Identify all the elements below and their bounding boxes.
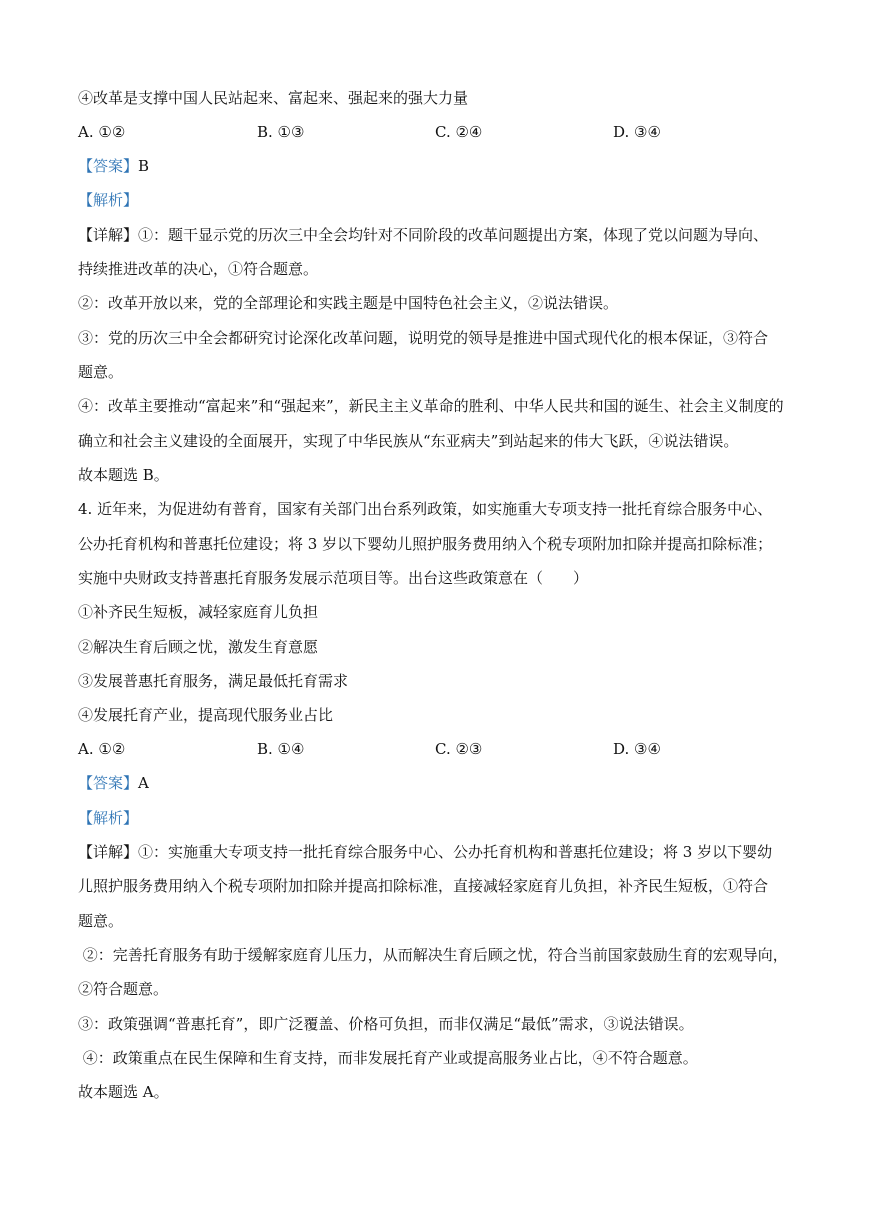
detail-tag: 【详解】 xyxy=(78,226,139,244)
q4-conclusion: 故本题选 A。 xyxy=(78,1083,169,1101)
analysis-tag: 【解析】 xyxy=(78,191,139,209)
q3-detail-line-2: 持续推进改革的决心，①符合题意。 xyxy=(78,260,319,278)
answer-value: A xyxy=(138,774,149,792)
q3-detail-line-5: 题意。 xyxy=(78,363,124,381)
q4-option-b[interactable]: B. ①④ xyxy=(257,740,305,758)
q4-option-c[interactable]: C. ②③ xyxy=(435,740,483,758)
q4-detail-line-6: ③：政策强调“普惠托育”，即广泛覆盖、价格可负担，而非仅满足“最低”需求，③说法错误。 xyxy=(78,1015,694,1033)
q3-conclusion: 故本题选 B。 xyxy=(78,466,169,484)
q3-analysis-heading xyxy=(78,190,138,210)
q4-statement-2: ②解决生育后顾之忧，激发生育意愿 xyxy=(78,638,319,656)
q3-detail-text: ①：题干显示党的历次三中全会均针对不同阶段的改革问题提出方案，体现了党以问题为导向、 xyxy=(138,226,769,244)
q3-detail-line-7: 确立和社会主义建设的全面展开，实现了中华民族从“东亚病夫”到站起来的伟大飞跃，④说法错误。 xyxy=(78,432,739,450)
q4-statement-1: ①补齐民生短板，减轻家庭育儿负担 xyxy=(78,603,319,621)
q3-detail-line-3: ②：改革开放以来，党的全部理论和实践主题是中国特色社会主义，②说法错误。 xyxy=(78,294,619,312)
detail-tag: 【详解】 xyxy=(78,843,139,861)
q4-detail-line-5: ②符合题意。 xyxy=(78,980,169,998)
q4-detail-line-3: 题意。 xyxy=(78,912,124,930)
answer-value: B xyxy=(138,157,150,175)
q4-detail-line-1 xyxy=(78,842,772,862)
q4-stem-line-2: 公办托育机构和普惠托位建设；将 3 岁以下婴幼儿照护服务费用纳入个税专项附加扣除并提高扣除标准； xyxy=(78,535,773,553)
q4-stem-line-1: 4. 近年来，为促进幼有普育，国家有关部门出台系列政策，如实施重大专项支持一批托育综合服务中心、 xyxy=(78,500,773,518)
q3-option-a[interactable]: A. ①② xyxy=(78,123,126,141)
q4-option-d[interactable]: D. ③④ xyxy=(613,740,661,758)
q4-statement-4: ④发展托育产业，提高现代服务业占比 xyxy=(78,706,334,724)
q3-statement-4: ④改革是支撑中国人民站起来、富起来、强起来的强大力量 xyxy=(78,89,469,107)
answer-tag: 【答案】 xyxy=(78,774,139,792)
q3-option-b[interactable]: B. ①③ xyxy=(257,123,305,141)
q4-answer xyxy=(78,773,149,793)
q3-detail-line-6: ④：改革主要推动“富起来”和“强起来”，新民主主义革命的胜利、中华人民共和国的诞生、社会主义制度的 xyxy=(78,397,784,415)
answer-tag: 【答案】 xyxy=(78,157,139,175)
q3-option-c[interactable]: C. ②④ xyxy=(435,123,483,141)
q4-statement-3: ③发展普惠托育服务，满足最低托育需求 xyxy=(78,672,349,690)
q4-analysis-heading xyxy=(78,808,138,828)
q4-detail-text: ①：实施重大专项支持一批托育综合服务中心、公办托育机构和普惠托位建设；将 3 岁以下婴幼 xyxy=(138,843,773,861)
q4-option-a[interactable]: A. ①② xyxy=(78,740,126,758)
q4-stem-line-3: 实施中央财政支持普惠托育服务发展示范项目等。出台这些政策意在（ ） xyxy=(78,569,589,587)
q4-detail-line-4: ②：完善托育服务有助于缓解家庭育儿压力，从而解决生育后顾之忧，符合当前国家鼓励生育的宏观导向， xyxy=(78,946,788,964)
q4-detail-line-7: ④：政策重点在民生保障和生育支持，而非发展托育产业或提高服务业占比，④不符合题意。 xyxy=(78,1049,698,1067)
q4-detail-line-2: 儿照护服务费用纳入个税专项附加扣除并提高扣除标准，直接减轻家庭育儿负担，补齐民生短板，①符合 xyxy=(78,877,769,895)
q3-detail-line-1 xyxy=(78,225,768,245)
q3-answer xyxy=(78,156,149,176)
q3-option-d[interactable]: D. ③④ xyxy=(613,123,661,141)
analysis-tag: 【解析】 xyxy=(78,809,139,827)
q3-detail-line-4: ③：党的历次三中全会都研究讨论深化改革问题，说明党的领导是推进中国式现代化的根本保证，③符合 xyxy=(78,329,769,347)
